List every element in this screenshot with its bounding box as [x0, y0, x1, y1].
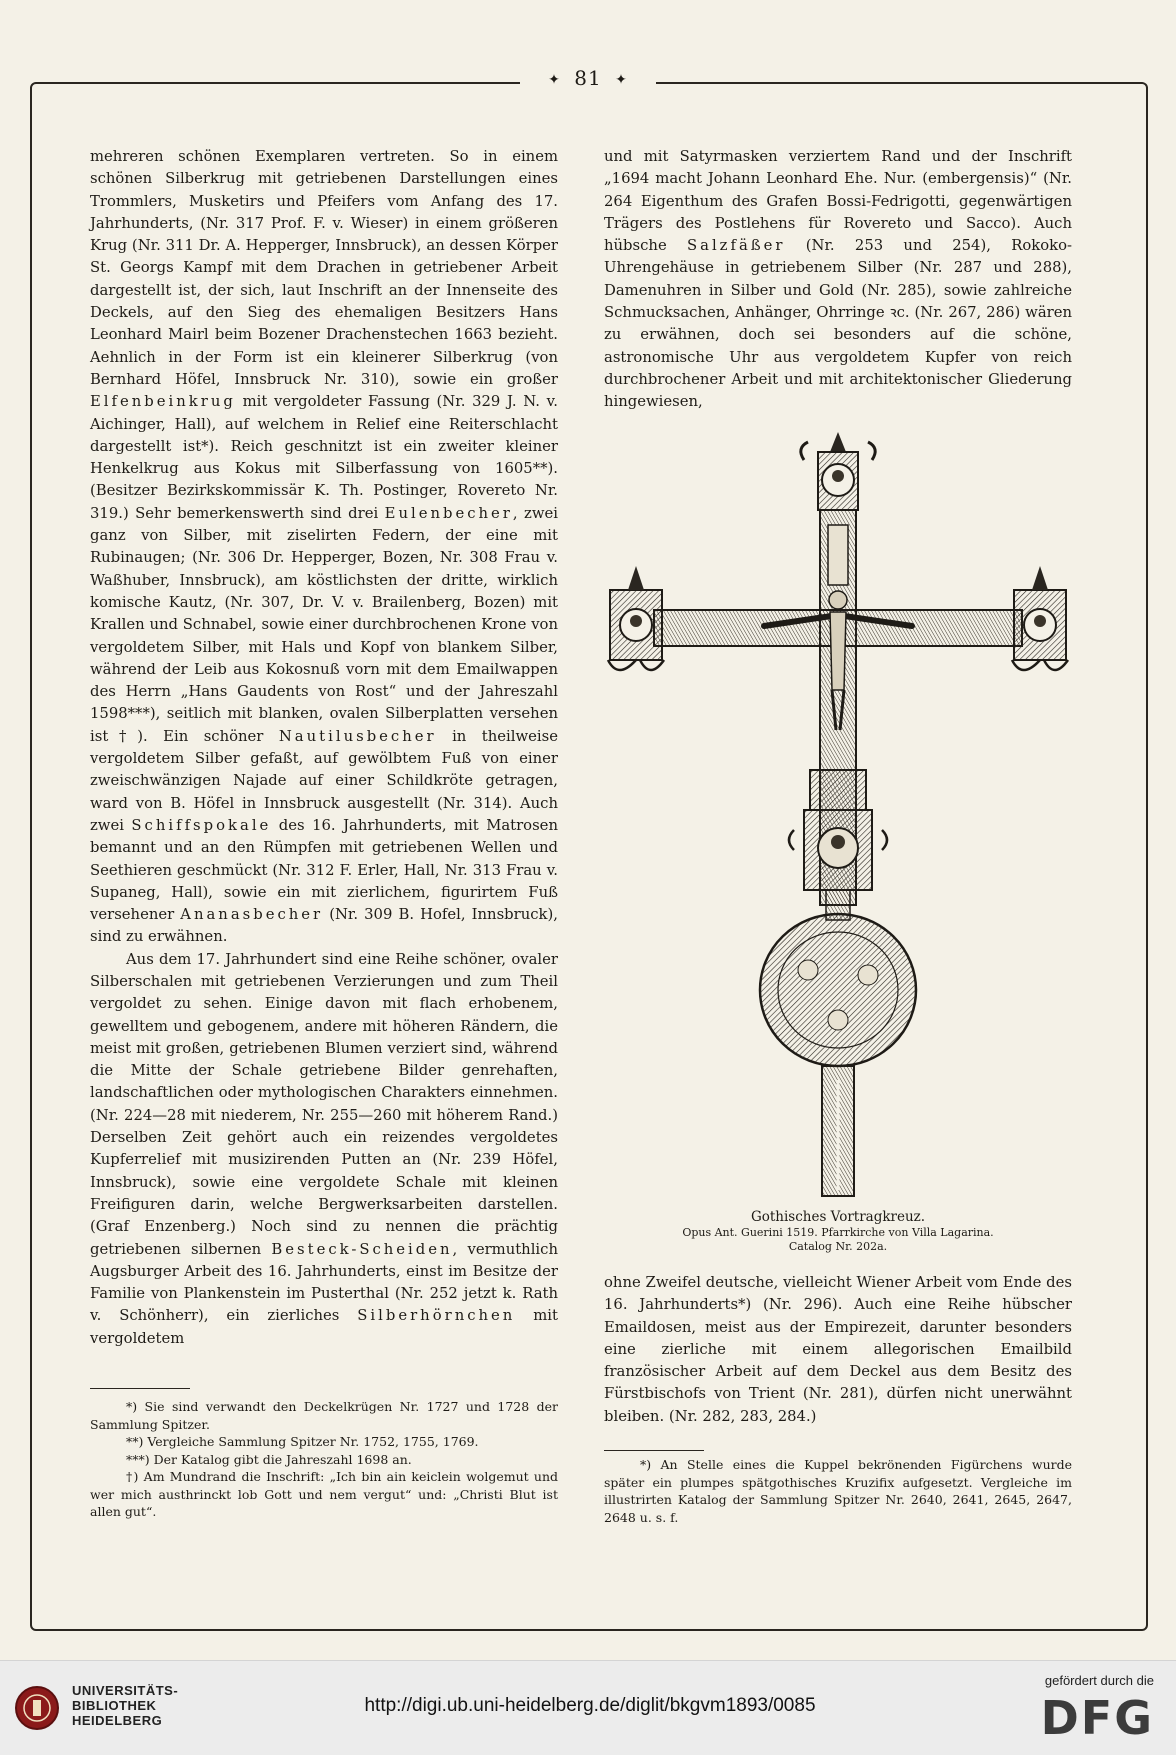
emphasis-besteck-scheiden: Besteck-Scheiden	[271, 1240, 453, 1258]
emphasis-nautilusbecher: Nautilusbecher	[278, 727, 437, 745]
right-column-bottom: ohne Zweifel deutsche, vielleicht Wiener Arbeit vom Ende des 16. Jahrhunderts*) (Nr. 296). Auch eine Reihe hübscher Emaildosen, meist aus der Empirezeit, darunter besonders eine zierliche mit einem allegorischen Emailbild französischer Arbeit auf dem Deckel aus dem Besitz des Fürstbischofs von Trient (Nr. 281), dürfen nicht unerwähnt bleiben. (Nr. 282, 283, 284.)	[604, 1274, 1072, 1425]
cross-orb	[760, 890, 916, 1066]
ornament-right-icon: ✦	[615, 71, 628, 88]
left-footnote-rule	[90, 1388, 190, 1389]
university-name: UNIVERSITÄTS- BIBLIOTHEK HEIDELBERG	[72, 1683, 179, 1728]
left-column	[90, 146, 558, 1350]
figure-caption	[604, 1208, 1072, 1254]
emphasis-elfenbeinkrug: Elfenbeinkrug	[90, 393, 236, 411]
right-footnotes	[604, 1456, 1072, 1526]
university-seal-icon	[14, 1685, 60, 1731]
cross-top-finial	[801, 432, 875, 510]
permalink-url[interactable]: http://digi.ub.uni-heidelberg.de/diglit/bkgvm1893/0085	[364, 1695, 816, 1716]
cross-left-finial	[608, 566, 664, 670]
caption-line: Catalog Nr. 202a.	[788, 1240, 888, 1253]
left-paragraph-2: Aus dem 17. Jahrhundert sind eine Reihe schöner, ovaler Silberschalen mit getriebenen Verzierungen und zum Theil vergoldet zu sehen. Einige davon mit flach erhobenem, gewelltem und gebogenem, andere mit höheren Rändern, die meist mit großen, getriebenen Blumen verziert sind, während die Mitte der Schale getriebene Bilder genrehaften, landschaftlichen oder mythologischen Charakters einnehmen. (Nr. 224—28 mit niederem, Nr. 255—260 mit höherem Rand.) Derselben Zeit gehört auch ein reizendes vergoldetes Kupferrelief mit musizirenden Putten an (Nr. 239 Höfel, Innsbruck), sowie eine vergoldete Schale mit kleinen Freifiguren darin, welche Bergwerksarbeiten darstellen. (Graf Enzenberg.) Noch sind zu nennen die prächtig getriebenen silbernen Besteck-Scheiden, vermuthlich Augsburger Arbeit des 16. Jahrhunderts, einst im Besitze der Familie von Plankenstein im Pusterthal (Nr. 252 jetzt k. Rath v. Schönherr), ein zierliches Silberhörnchen mit vergoldetem	[90, 950, 558, 1347]
emphasis-schiffspokale: Schiffspokale	[131, 816, 272, 834]
caption-line: Opus Ant. Guerini 1519. Pfarrkirche von Villa Lagarina.	[682, 1226, 994, 1239]
footnote: *) An Stelle eines die Kuppel bekrönenden Figürchens wurde später ein plumpes spätgothisches Kruzifix aufgesetzt. Vergleiche im illustrirten Katalog der Sammlung Spitzer Nr. 2640, 2641, 2645, 2647, 2648 u. s. f.	[604, 1457, 1072, 1525]
processional-cross-illustration	[604, 430, 1072, 1205]
right-footnote-rule	[604, 1450, 704, 1451]
page-number-header	[520, 66, 656, 90]
emphasis-salzfaesser: Salzfäßer	[686, 237, 786, 255]
footnote: †) Am Mundrand die Inschrift: „Ich bin ain keiclein wolgemut und wer mich austhrinckt lob Gott und nem vergut“ und: „Christi Blut ist allen gut“.	[90, 1469, 558, 1519]
footnote: ***) Der Katalog gibt die Jahreszahl 1698 an.	[126, 1451, 412, 1467]
caption-title: Gothisches Vortragkreuz.	[750, 1209, 926, 1225]
cross-lower-knop	[789, 810, 887, 890]
right-column-top: und mit Satyrmasken verziertem Rand und der Inschrift „1694 macht Johann Leonhard Ehe. Nur. (embergensis)“ (Nr. 264 Eigenthum des Grafen Bossi-Fedrigotti, gegenwärtigen Trägers des Postlehens für Rovereto und Sacco). Auch hübsche Salzfäßer (Nr. 253 und 254), Rokoko-Uhrengehäuse in getriebenem Silber (Nr. 287 und 288), Damenuhren in Silber und Gold (Nr. 285), sowie zahlreiche Schmucksachen, Anhänger, Ohrringe ꝛc. (Nr. 267, 286) wären zu erwähnen, doch sei besonders auf die schöne, astronomische Uhr aus vergoldetem Kupfer von reich durchbrochener Arbeit und mit architektonischer Gliederung hingewiesen,	[604, 148, 1072, 411]
left-footnotes	[90, 1398, 558, 1521]
emphasis-silberhoernchen: Silberhörnchen	[357, 1307, 516, 1325]
emphasis-ananasbecher: Ananasbecher	[180, 906, 324, 924]
dfg-logo: DFG	[1040, 1691, 1154, 1745]
footnote: *) Sie sind verwandt den Deckelkrügen Nr. 1727 und 1728 der Sammlung Spitzer.	[90, 1399, 558, 1432]
cross-right-finial	[1012, 566, 1068, 670]
page-number: 81	[574, 66, 602, 90]
emphasis-eulenbecher: Eulenbecher	[384, 504, 513, 522]
left-paragraph-1: mehreren schönen Exemplaren vertreten. So in einem schönen Silberkrug mit getriebenen Darstellungen eines Trommlers, Musketirs und Pfeifers vom Anfang des 17. Jahrhunderts, (Nr. 317 Prof. F. v. Wieser) in einem größeren Krug (Nr. 311 Dr. A. Hepperger, Innsbruck), an dessen Körper St. Georgs Kampf mit dem Drachen in getriebener Arbeit dargestellt ist, der sich, laut Inschrift an der Innenseite des Deckels, auf den Sieg des ehemaligen Besitzers Hans Leonhard Mairl beim Bozener Drachenstechen 1663 bezieht. Aehnlich in der Form ist ein kleinerer Silberkrug (von Bernhard Höfel, Innsbruck Nr. 310), sowie ein großer Elfenbeinkrug mit vergoldeter Fassung (Nr. 329 J. N. v. Aichinger, Hall), auf welchem in Relief eine Reiterschlacht dargestellt ist*). Reich geschnitzt ist ein zweiter kleiner Henkelkrug aus Kokus mit Silberfassung von 1605**). (Besitzer Bezirkskommissär K. Th. Postinger, Rovereto Nr. 319.) Sehr bemerkenswerth sind drei Eulenbecher, zwei ganz von Silber, mit ziselirten Federn, der eine mit Rubinaugen; (Nr. 306 Dr. Hepperger, Bozen, Nr. 308 Frau v. Waßhuber, Innsbruck), am köstlichsten der dritte, wirklich komische Kautz, (Nr. 307, Dr. V. v. Brailenberg, Bozen) mit Krallen und Schnabel, sowie einer durchbrochenen Krone von vergoldetem Silber, mit Hals und Kopf von blankem Silber, während der Leib aus Kokosnuß vorn mit dem Emailwappen des Herrn „Hans Gaudents von Rost“ und der Jahreszahl 1598***), seitlich mit blanken, ovalen Silberplatten versehen ist†). Ein schöner Nautilusbecher in theilweise vergoldetem Silber gefaßt, auf gewölbtem Fuß von einer zweischwänzigen Najade auf einer Schildkröte getragen, ward von B. Höfel in Innsbruck ausgestellt (Nr. 314). Auch zwei Schiffspokale des 16. Jahrhunderts, mit Matrosen bemannt und an den Rümpfen mit getriebenen Wellen und Seethieren geschmückt (Nr. 312 F. Erler, Hall, Nr. 313 Frau v. Supaneg, Hall), sowie ein mit zierlichem, figurirtem Fuß versehener Ananasbecher (Nr. 309 B. Hofel, Innsbruck), sind zu erwähnen.	[90, 148, 558, 946]
footnote: **) Vergleiche Sammlung Spitzer Nr. 1752, 1755, 1769.	[126, 1434, 479, 1449]
library-banner	[0, 1660, 1176, 1755]
ornament-left-icon: ✦	[548, 71, 561, 88]
sponsor-label: gefördert durch die	[1044, 1673, 1154, 1688]
